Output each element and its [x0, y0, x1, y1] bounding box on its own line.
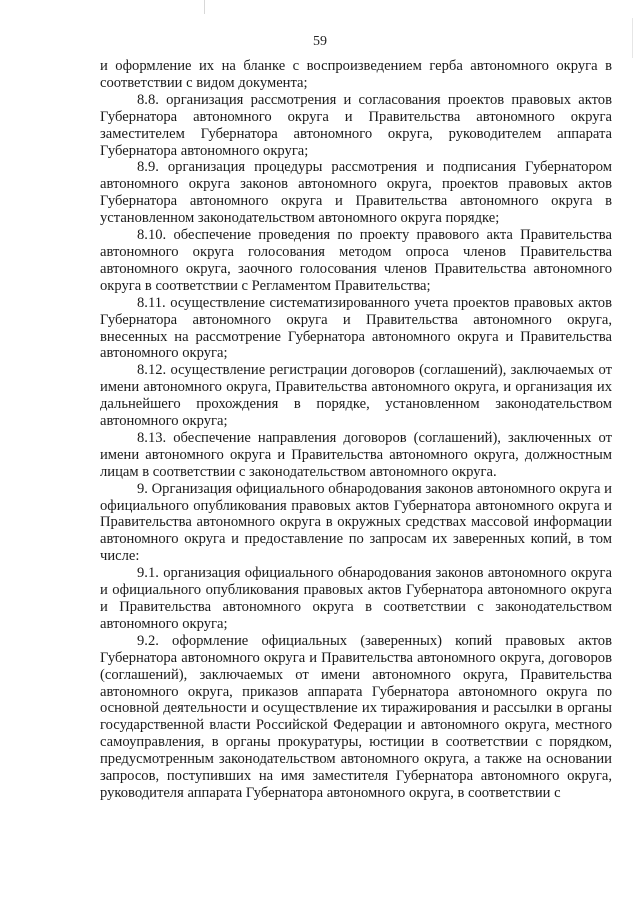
page-number: 59	[313, 34, 327, 49]
paragraph: и оформление их на бланке с воспроизведением герба автономного округа в соответствии с видом документа;	[100, 58, 612, 91]
scan-edge-mark	[204, 0, 205, 14]
paragraph: 9. Организация официального обнародования законов автономного округа и официального опубликования правовых актов Губернатора автономного округа и Правительства автономного округа в окружных средствах массовой информации автономного округа и предоставление по запросам их заверенных копий, в том числе:	[100, 480, 612, 565]
paragraph: 9.1. организация официального обнародования законов автономного округа и официального опубликования правовых актов Губернатора автономного округа и Правительства автономного округа в соответствии с законодательством автономного округа;	[100, 565, 612, 632]
paragraph: 8.13. обеспечение направления договоров (соглашений), заключенных от имени автономного округа и Правительства автономного округа, должностным лицам в соответствии с законодательством автономного округа.	[100, 429, 612, 480]
paragraph: 8.9. организация процедуры рассмотрения и подписания Губернатором автономного округа законов автономного округа, проектов правовых актов Губернатора автономного округа и Правительства автономного округа в установленном законодательством автономного округа порядке;	[100, 159, 612, 227]
paragraph: 8.8. организация рассмотрения и согласования проектов правовых актов Губернатора автономного округа и Правительства автономного округа заместителем Губернатора автономного округа, руководителем аппарата Губернатора автономного округа;	[100, 91, 612, 159]
paragraph: 9.2. оформление официальных (заверенных) копий правовых актов Губернатора автономного округа и Правительства автономного округа, договоров (соглашений), заключаемых от имени автономного округа, Правительства автономного округа, приказов аппарата Губернатора автономного округа по основной деятельности и осуществление их тиражирования и рассылки в органы государственной власти Российской Федерации и автономного округа, местного самоуправления, в органы прокуратуры, юстиции в соответствии с порядком, предусмотренным законодательством автономного округа, а также на основании запросов, поступивших на имя заместителя Губернатора автономного округа, руководителя аппарата Губернатора автономного округа, в соответствии с	[100, 632, 612, 801]
document-body	[100, 58, 612, 802]
paragraph: 8.11. осуществление систематизированного учета проектов правовых актов Губернатора автономного округа и Правительства автономного округа, внесенных на рассмотрение Губернатора автономного округа и Правительства автономного округа;	[100, 294, 612, 362]
paragraph: 8.12. осуществление регистрации договоров (соглашений), заключаемых от имени автономного округа, Правительства автономного округа, и организация их дальнейшего прохождения в порядке, установленном законодательством автономного округа;	[100, 362, 612, 430]
paragraph: 8.10. обеспечение проведения по проекту правового акта Правительства автономного округа голосования методом опроса членов Правительства автономного округа, заочного голосования членов Правительства автономного округа в соответствии с Регламентом Правительства;	[100, 227, 612, 294]
